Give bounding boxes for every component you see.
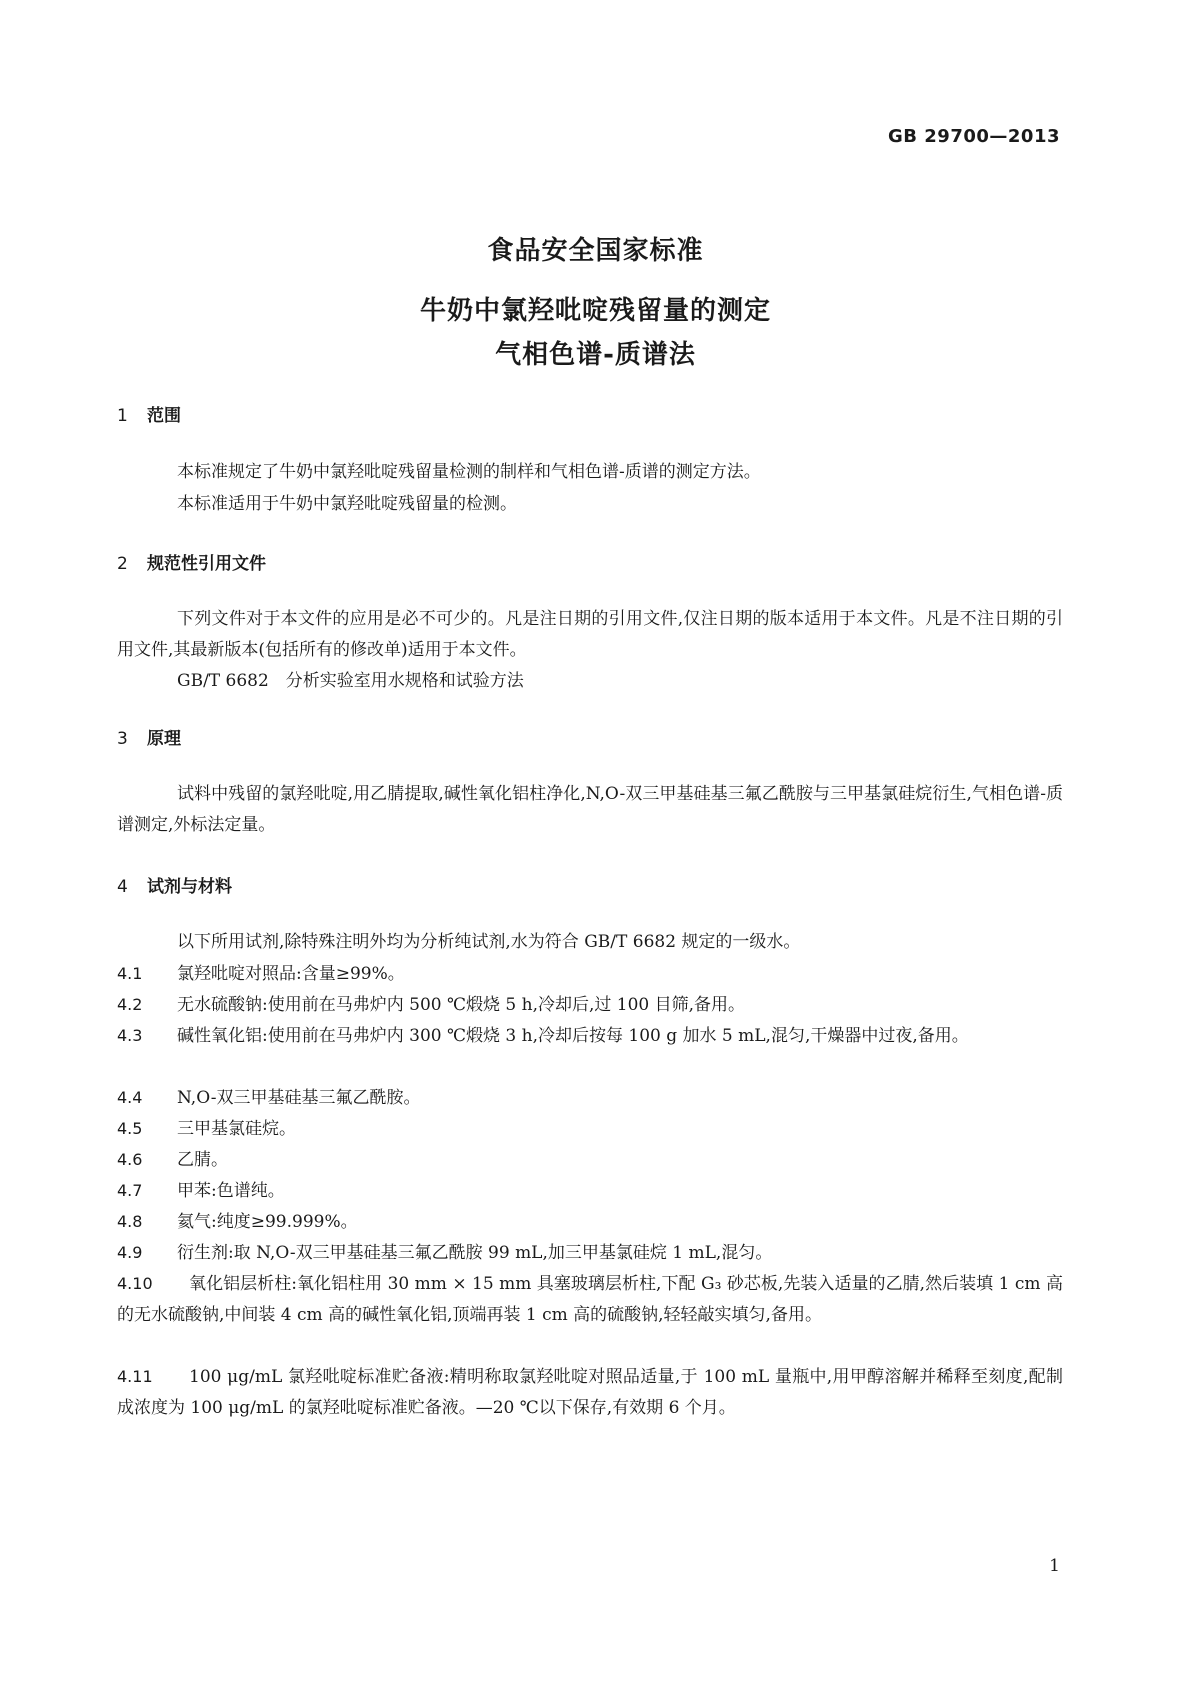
list-item <box>117 958 1063 990</box>
item-number: 4.9 <box>117 1243 143 1262</box>
paragraph: 试料中残留的氯羟吡啶,用乙腈提取,碱性氧化铝柱净化,N,O-双三甲基硅基三氟乙酰胺与三甲基氯硅烷衍生,气相色谱-质谱测定,外标法定量。 <box>117 784 1063 835</box>
item-text: 100 μg/mL 氯羟吡啶标准贮备液:精明称取氯羟吡啶对照品适量,于 100 mL 量瓶中,用甲醇溶解并稀释至刻度,配制成浓度为 100 μg/mL 的氯羟吡啶标准贮备液。—20 ℃以下保存,有效期 6 个月。 <box>117 1367 1063 1418</box>
list-item <box>117 1082 1063 1114</box>
list-item <box>117 1361 1063 1424</box>
section-heading <box>117 549 266 574</box>
list-item <box>117 989 1063 1021</box>
item-text: N,O-双三甲基硅基三氟乙酰胺。 <box>177 1088 421 1108</box>
item-text: 衍生剂:取 N,O-双三甲基硅基三氟乙酰胺 99 mL,加三甲基氯硅烷 1 mL,混匀。 <box>177 1243 773 1263</box>
section-number: 4 <box>117 877 128 897</box>
section-number: 1 <box>117 406 128 426</box>
section-title: 规范性引用文件 <box>147 554 266 574</box>
standard-code: GB 29700—2013 <box>888 126 1060 147</box>
item-number: 4.4 <box>117 1088 143 1107</box>
item-text: 无水硫酸钠:使用前在马弗炉内 500 ℃煅烧 5 h,冷却后,过 100 目筛,备用。 <box>177 995 746 1015</box>
item-number: 4.11 <box>117 1367 153 1386</box>
section-title: 试剂与材料 <box>147 877 232 897</box>
section-heading <box>117 724 181 749</box>
item-text: 氦气:纯度≥99.999%。 <box>177 1212 358 1232</box>
item-text: 三甲基氯硅烷。 <box>177 1119 296 1139</box>
item-text: 碱性氧化铝:使用前在马弗炉内 300 ℃煅烧 3 h,冷却后按每 100 g 加水 5 mL,混匀,干燥器中过夜,备用。 <box>177 1026 969 1046</box>
list-item <box>117 1175 1063 1207</box>
item-number: 4.1 <box>117 964 143 983</box>
item-number: 4.5 <box>117 1119 143 1138</box>
section-heading <box>117 401 181 426</box>
section-number: 2 <box>117 554 128 574</box>
section-number: 3 <box>117 729 128 749</box>
list-item <box>117 1237 1063 1269</box>
section-title: 原理 <box>147 729 181 749</box>
section-heading <box>117 872 232 897</box>
item-text: 甲苯:色谱纯。 <box>177 1181 285 1201</box>
list-item <box>117 1206 1063 1238</box>
document-title: 食品安全国家标准 <box>487 236 704 266</box>
page-number: 1 <box>1049 1556 1060 1576</box>
document-subtitle: 牛奶中氯羟吡啶残留量的测定 <box>419 296 771 326</box>
reference-entry: GB/T 6682 分析实验室用水规格和试验方法 <box>177 671 524 691</box>
item-number: 4.3 <box>117 1026 143 1045</box>
item-text: 乙腈。 <box>177 1150 228 1170</box>
paragraph: 下列文件对于本文件的应用是必不可少的。凡是注日期的引用文件,仅注日期的版本适用于本文件。凡是不注日期的引用文件,其最新版本(包括所有的修改单)适用于本文件。 <box>117 609 1063 660</box>
list-item <box>117 1020 1063 1052</box>
item-number: 4.10 <box>117 1274 153 1293</box>
item-number: 4.6 <box>117 1150 143 1169</box>
list-item <box>117 1144 1063 1176</box>
list-item <box>117 1268 1063 1331</box>
item-text: 氯羟吡啶对照品:含量≥99%。 <box>177 964 405 984</box>
item-number: 4.7 <box>117 1181 143 1200</box>
list-item <box>117 1113 1063 1145</box>
item-number: 4.8 <box>117 1212 143 1231</box>
item-text: 氧化铝层析柱:氧化铝柱用 30 mm × 15 mm 具塞玻璃层析柱,下配 G₃ 砂芯板,先装入适量的乙腈,然后装填 1 cm 高的无水硫酸钠,中间装 4 cm 高的碱性氧化铝,顶端再装 1 cm 高的硫酸钠,轻轻敲实填匀,备用。 <box>117 1274 1063 1325</box>
section-title: 范围 <box>147 406 181 426</box>
item-number: 4.2 <box>117 995 143 1014</box>
paragraph: 本标准规定了牛奶中氯羟吡啶残留量检测的制样和气相色谱-质谱的测定方法。 <box>177 462 761 482</box>
paragraph: 本标准适用于牛奶中氯羟吡啶残留量的检测。 <box>177 494 517 514</box>
paragraph: 以下所用试剂,除特殊注明外均为分析纯试剂,水为符合 GB/T 6682 规定的一级水。 <box>177 932 801 952</box>
document-method: 气相色谱-质谱法 <box>495 340 696 370</box>
